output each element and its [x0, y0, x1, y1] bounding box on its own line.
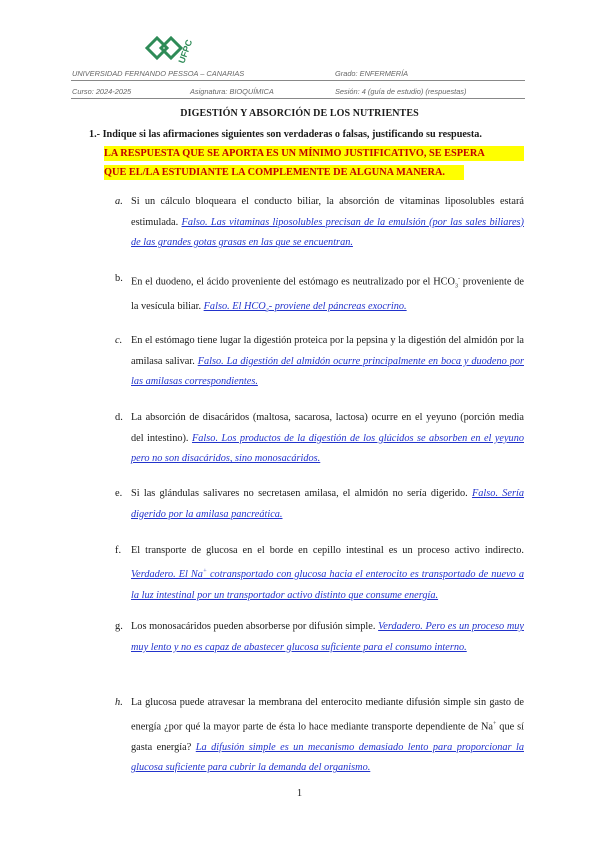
header-university: UNIVERSIDAD FERNANDO PESSOA – CANARIAS [72, 69, 245, 78]
question-statement: Si un cálculo bloqueara el conducto biliar, la absorción de vitaminas liposolubles estará estimulada. [131, 196, 524, 228]
answer-text: La difusión simple es un mecanismo demasiado lento para proporcionar la glucosa suficiente para cubrir la demanda del organismo. [131, 741, 524, 774]
question-statement: En el estómago tiene lugar la digestión proteica por la pepsina y la digestión del almidón por la amilasa salivar. [131, 335, 524, 367]
question-statement-end: que sí gasta energía? [131, 721, 524, 753]
header-course: Curso: 2024-2025 [72, 87, 132, 96]
question-body [131, 484, 524, 525]
question-statement-end: proveniente de la vesícula biliar. [131, 276, 524, 313]
question-label: d. [115, 412, 123, 423]
question-body [131, 693, 524, 779]
question-body [131, 269, 524, 322]
superscript: + [492, 720, 497, 727]
answer-text: Falso. El $HCO_3-$ proviene del páncreas exocrino. [203, 301, 407, 315]
question-statement: En el duodeno, el ácido proveniente del estómago es neutralizado por el HCO [131, 276, 455, 288]
question-statement: El transporte de glucosa en el borde en cepillo intestinal es un proceso activo indirecto. [131, 545, 524, 556]
answer-text: Falso. La digestión del almidón ocurre principalmente en boca y duodeno por las amilasas correspondientes. [131, 355, 524, 388]
superscript: - [457, 276, 460, 282]
question-body [131, 192, 524, 254]
subscript: 3 [454, 283, 458, 290]
header-rule-bottom [71, 98, 525, 99]
university-logo [143, 30, 199, 74]
header-rule-top [71, 80, 525, 81]
header-subject: Asignatura: BIOQUÍMICA [190, 87, 274, 96]
answer-text: Verdadero. El Na+ cotransportado con glucosa hacia el enterocito es transportado de nuevo a la luz intestinal por un transportador activo distinto que consume energía. [131, 568, 524, 601]
question-statement: La glucosa puede atravesar la membrana del enterocito mediante difusión simple sin gasto de energía ¿por qué la mayor parte de ésta lo hace mediante transporte dependiente de Na [131, 697, 524, 733]
question-label: c. [115, 335, 123, 346]
question-label: g. [115, 621, 123, 632]
question-body [131, 408, 524, 470]
question-body [131, 617, 524, 658]
question-statement: Si las glándulas salivares no secretasen amilasa, el almidón no sería digerido. [131, 488, 468, 499]
page-number: 1 [296, 788, 303, 799]
header-session: Sesión: 4 (guía de estudio) (respuestas) [335, 87, 467, 96]
instruction-text: 1.- Indique si las afirmaciones siguientes son verdaderas o falsas, justificando su respuesta. [89, 129, 482, 140]
question-body [131, 541, 524, 606]
header-degree: Grado: ENFERMERÍA [335, 69, 409, 78]
question-label: h. [115, 697, 123, 708]
highlight-note-line1: LA RESPUESTA QUE SE APORTA ES UN MÍNIMO JUSTIFICATIVO, SE ESPERA [104, 146, 524, 161]
question-statement: Los monosacáridos pueden absorberse por difusión simple. [131, 621, 376, 632]
question-statement: La absorción de disacáridos (maltosa, sacarosa, lactosa) ocurre en el yeyuno (porción media del intestino). [131, 412, 524, 444]
logo-text: UFPC [176, 38, 195, 65]
question-label: b. [115, 273, 123, 284]
answer-text: Falso. Sería digerido por la amilasa pancreática. [131, 488, 525, 520]
question-label: e. [115, 488, 123, 499]
highlight-note-line2: QUE EL/LA ESTUDIANTE LA COMPLEMENTE DE ALGUNA MANERA. [104, 165, 464, 180]
answer-text: Falso. Los productos de la digestión de los glúcidos se absorben en el yeyuno pero no son disacáridos, sino monosacáridos. [131, 432, 524, 465]
question-body [131, 331, 524, 393]
question-label: a. [115, 196, 123, 207]
question-label: f. [115, 545, 122, 556]
answer-text: Falso. Las vitaminas liposolubles precisan de la emulsión (por las sales biliares) de las grandes gotas grasas en las que se encuentran. [131, 216, 524, 249]
document-title: DIGESTIÓN Y ABSORCIÓN DE LOS NUTRIENTES [180, 108, 419, 119]
answer-text: Verdadero. Pero es un proceso muy muy lento y no es capaz de abastecer glucosa suficiente para el consumo interno. [131, 621, 524, 653]
